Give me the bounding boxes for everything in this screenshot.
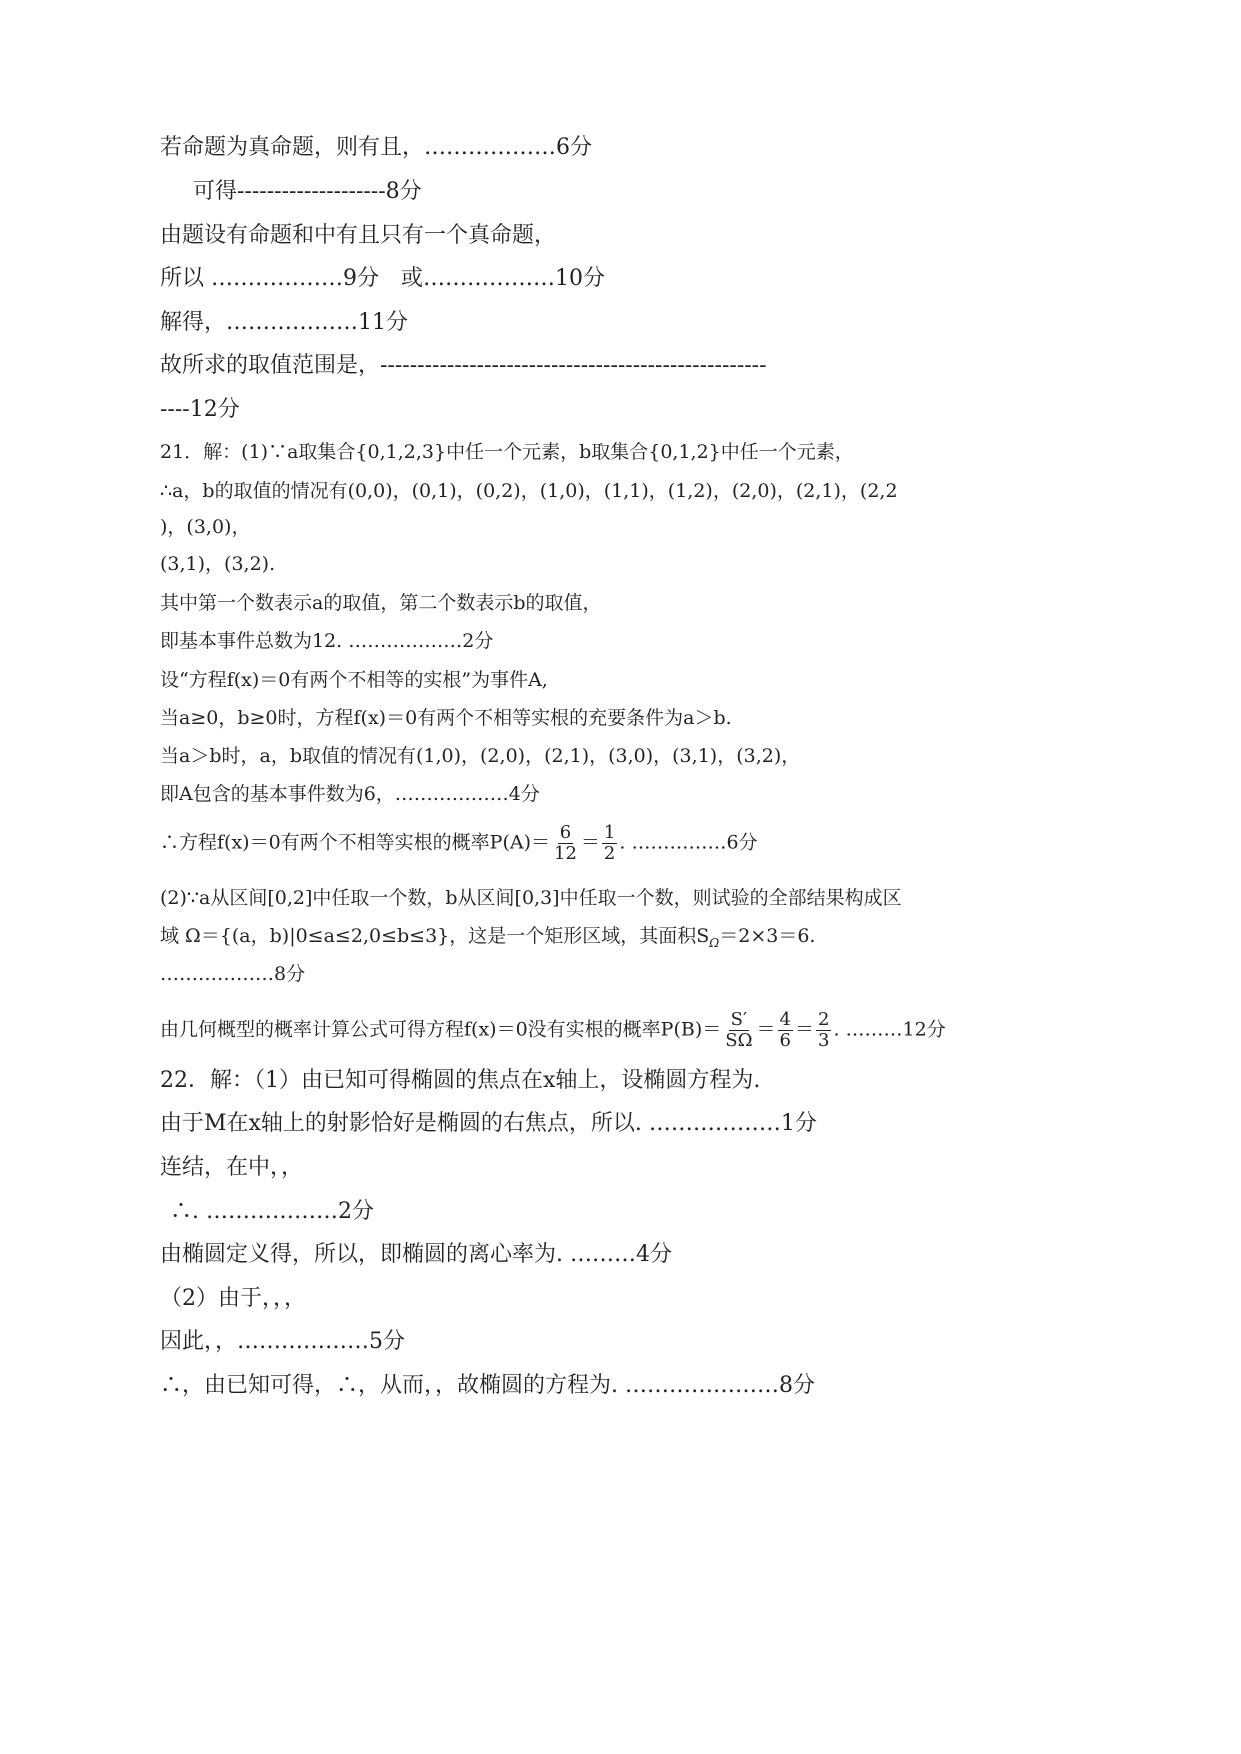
text-line: 连结，在中，， bbox=[160, 1155, 304, 1180]
fraction-denominator: 12 bbox=[554, 843, 577, 864]
text-span: . ………12分 bbox=[833, 1018, 946, 1041]
text-span: 域 Ω＝{(a，b)|0≤a≤2,0≤b≤3}，这是一个矩形区域，其面积S bbox=[160, 925, 710, 947]
equals-sign: ＝ bbox=[794, 1018, 814, 1041]
text-line: 故所求的取值范围是，---------------------------------------------------- bbox=[160, 353, 767, 378]
text-line: ………………8分 bbox=[160, 963, 306, 985]
text-span: 由几何概型的概率计算公式可得方程f(x)＝0没有实根的概率P(B)＝ bbox=[160, 1018, 722, 1041]
fraction bbox=[552, 823, 579, 864]
text-line: 因此，，………………5分 bbox=[160, 1329, 405, 1354]
text-line: 可得--------------------8分 bbox=[193, 179, 422, 204]
text-line: (3,1)，(3,2). bbox=[160, 553, 276, 575]
question-22-heading: 22．解：（1）由已知可得椭圆的焦点在x轴上，设椭圆方程为. bbox=[160, 1068, 761, 1093]
fraction-denominator: 2 bbox=[603, 843, 616, 864]
fraction-denominator: 6 bbox=[779, 1030, 791, 1051]
subscript: Ω bbox=[709, 935, 720, 950]
fraction bbox=[778, 1010, 793, 1051]
text-line: 当a＞b时，a，b取值的情况有(1,0)，(2,0)，(2,1)，(3,0)，(3,1)，(3,2)， bbox=[160, 745, 801, 767]
fraction-numerator: 4 bbox=[779, 1009, 791, 1030]
text-span: ∴方程f(x)＝0有两个不相等实根的概率P(A)＝ bbox=[160, 831, 550, 854]
fraction-numerator: 6 bbox=[559, 822, 572, 843]
text-line: 解得，………………11分 bbox=[160, 310, 408, 335]
text-line: 即A包含的基本事件数为6，………………4分 bbox=[160, 783, 540, 805]
text-line: ∴，由已知可得，∴，从而，，故椭圆的方程为. …………………8分 bbox=[160, 1373, 815, 1398]
text-line: 当a≥0，b≥0时，方程f(x)＝0有两个不相等实根的充要条件为a＞b. bbox=[160, 707, 732, 729]
text-line: 设“方程f(x)＝0有两个不相等的实根”为事件A, bbox=[160, 669, 548, 691]
text-line: 由椭圆定义得，所以，即椭圆的离心率为. ………4分 bbox=[160, 1242, 672, 1267]
question-21-heading: 21．解：(1)∵a取集合{0,1,2,3}中任一个元素，b取集合{0,1,2}中任一个元素， bbox=[160, 441, 854, 463]
text-span: . ……………6分 bbox=[619, 831, 758, 854]
text-line: ----12分 bbox=[160, 397, 240, 422]
text-span: ＝2×3＝6. bbox=[719, 925, 816, 947]
text-line: 由题设有命题和中有且只有一个真命题， bbox=[160, 223, 557, 248]
text-line: 所以 ………………9分 或………………10分 bbox=[160, 266, 605, 291]
text-line: 其中第一个数表示a的取值，第二个数表示b的取值， bbox=[160, 592, 602, 614]
text-line: )，(3,0)， bbox=[160, 516, 251, 538]
fraction-numerator: 2 bbox=[818, 1009, 830, 1030]
text-line: (2)∵a从区间[0,2]中任取一个数，b从区间[0,3]中任取一个数，则试验的全部结果构成区 bbox=[160, 887, 902, 909]
equals-sign: ＝ bbox=[580, 831, 600, 854]
fraction-denominator: 3 bbox=[818, 1030, 830, 1051]
fraction bbox=[602, 823, 617, 864]
text-line: （2）由于，，， bbox=[160, 1286, 306, 1311]
text-line: ∴a，b的取值的情况有(0,0)，(0,1)，(0,2)，(1,0)，(1,1)，(1,2)，(2,0)，(2,1)，(2,2 bbox=[160, 480, 898, 502]
fraction-denominator: SΩ bbox=[725, 1030, 753, 1051]
equals-sign: ＝ bbox=[756, 1018, 776, 1041]
text-line: 即基本事件总数为12. ………………2分 bbox=[160, 630, 494, 652]
probability-formula-line bbox=[160, 1010, 946, 1051]
fraction-numerator: S′ bbox=[730, 1009, 748, 1030]
text-line: 若命题为真命题，则有且，………………6分 bbox=[160, 135, 592, 160]
text-line: 由于M在x轴上的射影恰好是椭圆的右焦点，所以. ………………1分 bbox=[160, 1111, 817, 1136]
text-line: ∴. ………………2分 bbox=[170, 1199, 374, 1224]
fraction bbox=[816, 1010, 831, 1051]
fraction-numerator: 1 bbox=[603, 822, 616, 843]
fraction bbox=[723, 1010, 754, 1051]
probability-formula-line bbox=[160, 823, 758, 864]
text-line bbox=[160, 922, 815, 957]
